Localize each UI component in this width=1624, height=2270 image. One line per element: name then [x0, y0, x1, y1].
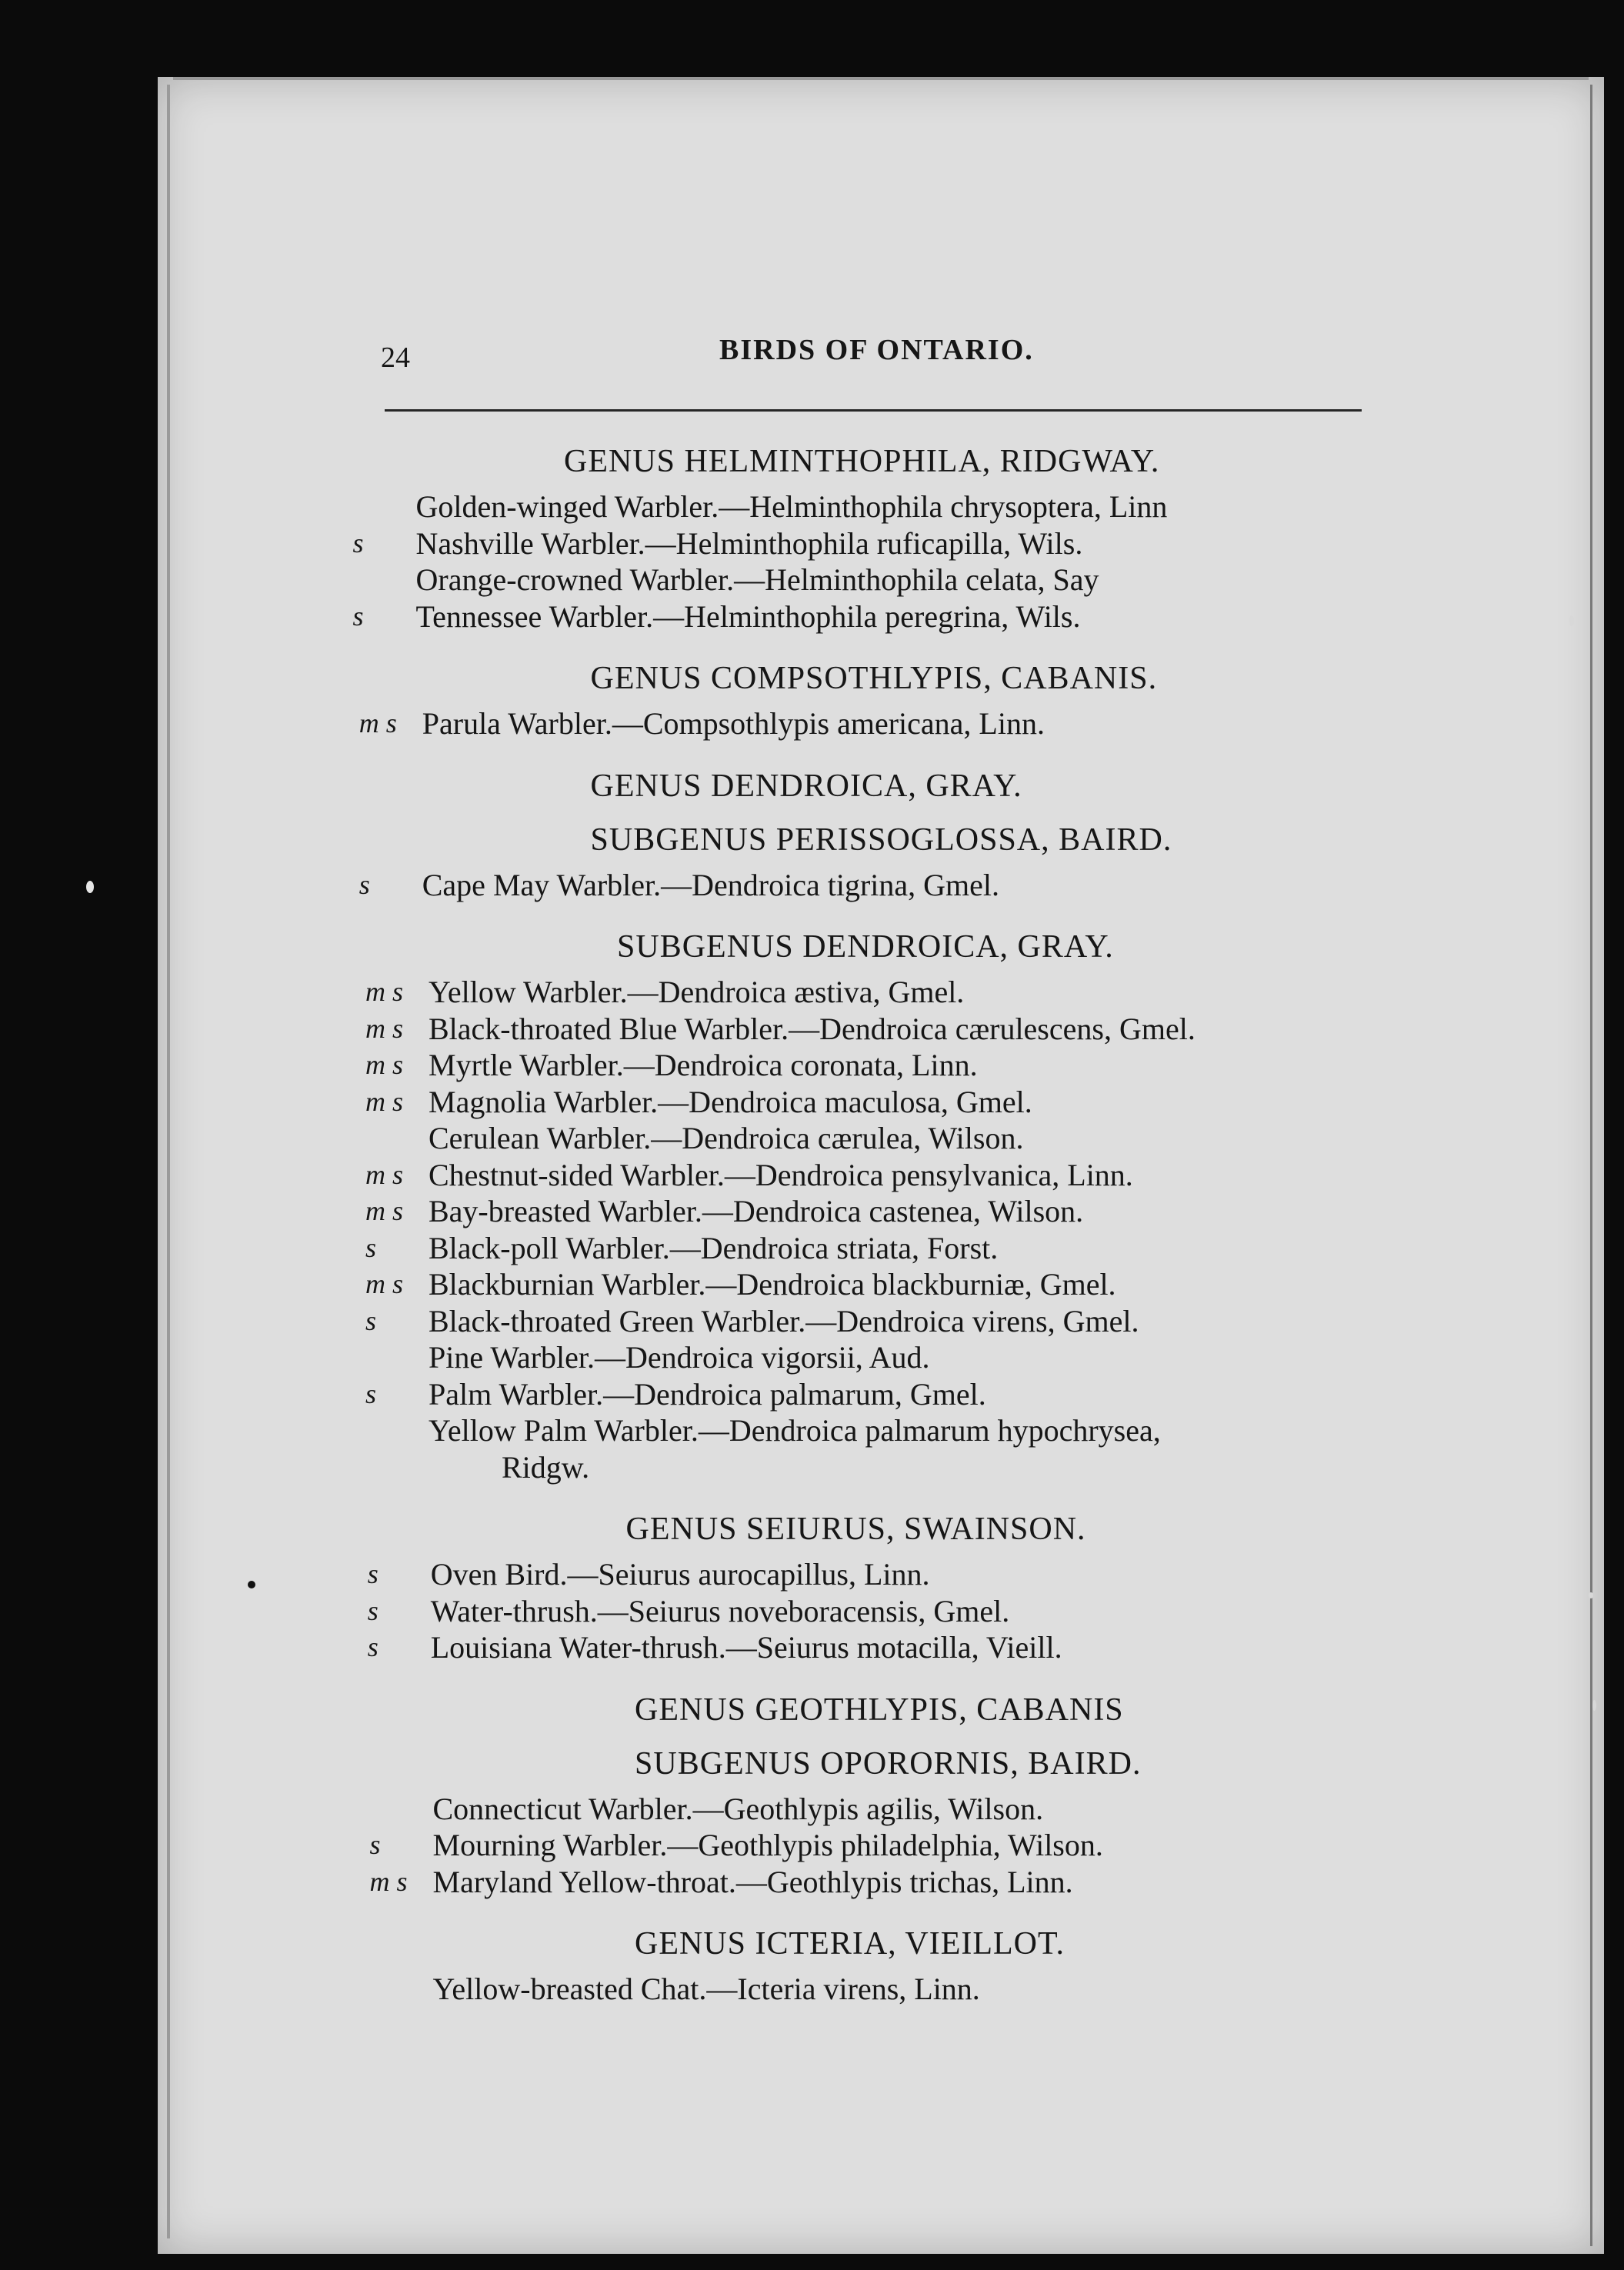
subgenus-heading: SUBGENUS OPORORNIS, BAIRD.	[635, 1745, 1142, 1782]
species-text: Connecticut Warbler.—Geothlypis agilis, Wilson.	[432, 1791, 1044, 1826]
genus-heading: GENUS COMPSOTHLYPIS, CABANIS.	[590, 661, 1158, 696]
species-text: Mourning Warbler.—Geothlypis philadelphia, Wilson.	[432, 1828, 1103, 1862]
status-mark: m s	[365, 1195, 404, 1226]
genus-heading: GENUS DENDROICA, GRAY.	[590, 768, 1022, 804]
header-rule	[385, 409, 1362, 412]
species-entry	[365, 1376, 1469, 1413]
species-text: Myrtle Warbler.—Dendroica coronata, Linn.	[429, 1048, 978, 1082]
margin-speck	[86, 881, 94, 893]
species-text: Orange-crowned Warbler.—Helminthophila celata, Say	[415, 562, 1099, 597]
species-entry	[365, 1157, 1469, 1194]
species-entry	[369, 1864, 1469, 1901]
species-entry	[369, 1449, 1469, 1486]
species-entry	[369, 1791, 1469, 1828]
species-entry	[369, 1971, 1469, 2008]
species-text: Ridgw.	[502, 1449, 590, 1485]
status-mark: s	[365, 1378, 377, 1409]
status-mark: m s	[365, 976, 404, 1007]
status-mark: m s	[369, 1865, 408, 1897]
species-text: Nashville Warbler.—Helminthophila ruficapilla, Wils.	[415, 525, 1083, 561]
species-entry	[369, 1412, 1469, 1449]
species-text: Magnolia Warbler.—Dendroica maculosa, Gmel.	[429, 1084, 1032, 1119]
species-text: Chestnut-sided Warbler.—Dendroica pensylvanica, Linn.	[429, 1157, 1133, 1192]
species-entry	[358, 705, 1469, 742]
species-entry	[369, 1120, 1469, 1157]
species-entry	[365, 1084, 1469, 1121]
status-mark: s	[367, 1595, 378, 1626]
page-edge-left	[167, 85, 170, 2238]
genus-heading: GENUS HELMINTHOPHILA, RIDGWAY.	[564, 444, 1160, 479]
species-text: Black-poll Warbler.—Dendroica striata, Forst.	[429, 1230, 999, 1265]
page-number: 24	[381, 342, 410, 374]
genus-heading: GENUS ICTERIA, VIEILLOT.	[635, 1926, 1065, 1962]
status-mark: m s	[365, 1049, 404, 1080]
status-mark: s	[365, 1305, 377, 1336]
status-mark: s	[358, 868, 370, 900]
species-entry	[365, 1303, 1469, 1340]
margin-speck	[1592, 1700, 1596, 1711]
species-entry	[365, 1193, 1469, 1230]
species-entry	[365, 1266, 1469, 1303]
species-text: Louisiana Water-thrush.—Seiurus motacilla, Vieill.	[430, 1630, 1062, 1665]
subgenus-heading: SUBGENUS PERISSOGLOSSA, BAIRD.	[590, 822, 1172, 858]
species-text: Yellow-breasted Chat.—Icteria virens, Linn.	[432, 1972, 980, 2006]
species-text: Oven Bird.—Seiurus aurocapillus, Linn.	[430, 1557, 930, 1592]
genus-heading: GENUS SEIURUS, SWAINSON.	[625, 1512, 1086, 1547]
status-mark: s	[352, 527, 364, 558]
species-entry	[369, 1556, 1469, 1593]
species-entry	[358, 867, 1469, 904]
status-mark: m s	[365, 1012, 404, 1044]
species-entry	[369, 488, 1469, 525]
page-edge-top	[173, 77, 1589, 80]
status-mark: s	[352, 600, 364, 632]
species-text: Yellow Palm Warbler.—Dendroica palmarum hypochrysea,	[429, 1413, 1161, 1448]
page-edge-right	[1590, 85, 1592, 2246]
status-mark: m s	[365, 1085, 404, 1117]
species-entry	[369, 1593, 1469, 1630]
species-text: Bay-breasted Warbler.—Dendroica castenea, Wilson.	[429, 1194, 1084, 1228]
species-text: Black-throated Green Warbler.—Dendroica virens, Gmel.	[429, 1303, 1139, 1338]
species-list	[352, 435, 1469, 2008]
species-text: Palm Warbler.—Dendroica palmarum, Gmel.	[429, 1376, 986, 1412]
species-entry	[365, 1047, 1469, 1084]
margin-speck	[248, 1581, 255, 1588]
species-text: Blackburnian Warbler.—Dendroica blackburniæ, Gmel.	[429, 1267, 1116, 1302]
status-mark: m s	[358, 708, 397, 738]
species-entry	[352, 598, 1469, 635]
species-text: Cape May Warbler.—Dendroica tigrina, Gmel.	[422, 867, 1000, 902]
species-entry	[369, 1827, 1469, 1864]
species-entry	[365, 1230, 1469, 1267]
species-text: Golden-winged Warbler.—Helminthophila chrysoptera, Linn	[415, 489, 1168, 524]
status-mark: s	[365, 1232, 377, 1263]
species-entry	[369, 1629, 1469, 1666]
species-entry	[369, 1339, 1469, 1376]
species-text: Pine Warbler.—Dendroica vigorsii, Aud.	[429, 1340, 930, 1375]
status-mark: m s	[365, 1158, 404, 1190]
species-text: Black-throated Blue Warbler.—Dendroica cærulescens, Gmel.	[429, 1011, 1195, 1046]
species-entry	[369, 562, 1469, 598]
margin-speck	[1589, 1592, 1593, 1598]
species-text: Parula Warbler.—Compsothlypis americana, Linn.	[422, 706, 1045, 741]
status-mark: s	[369, 1829, 381, 1860]
species-entry	[365, 1011, 1469, 1048]
species-text: Water-thrush.—Seiurus noveboracensis, Gmel.	[430, 1593, 1010, 1628]
status-mark: s	[367, 1632, 378, 1662]
species-text: Cerulean Warbler.—Dendroica cærulea, Wilson.	[429, 1121, 1024, 1155]
species-text: Maryland Yellow-throat.—Geothlypis trichas, Linn.	[432, 1864, 1073, 1899]
status-mark: m s	[365, 1268, 404, 1299]
margin-speck	[1569, 615, 1574, 626]
genus-heading: SUBGENUS DENDROICA, GRAY.	[617, 929, 1114, 965]
genus-heading: GENUS GEOTHLYPIS, CABANIS	[635, 1692, 1124, 1728]
species-text: Tennessee Warbler.—Helminthophila peregrina, Wils.	[415, 598, 1081, 634]
running-title: BIRDS OF ONTARIO.	[719, 334, 1034, 366]
species-entry	[365, 974, 1469, 1011]
species-text: Yellow Warbler.—Dendroica æstiva, Gmel.	[429, 975, 965, 1009]
running-header	[381, 327, 1362, 373]
species-entry	[352, 525, 1469, 562]
status-mark: s	[367, 1558, 378, 1589]
